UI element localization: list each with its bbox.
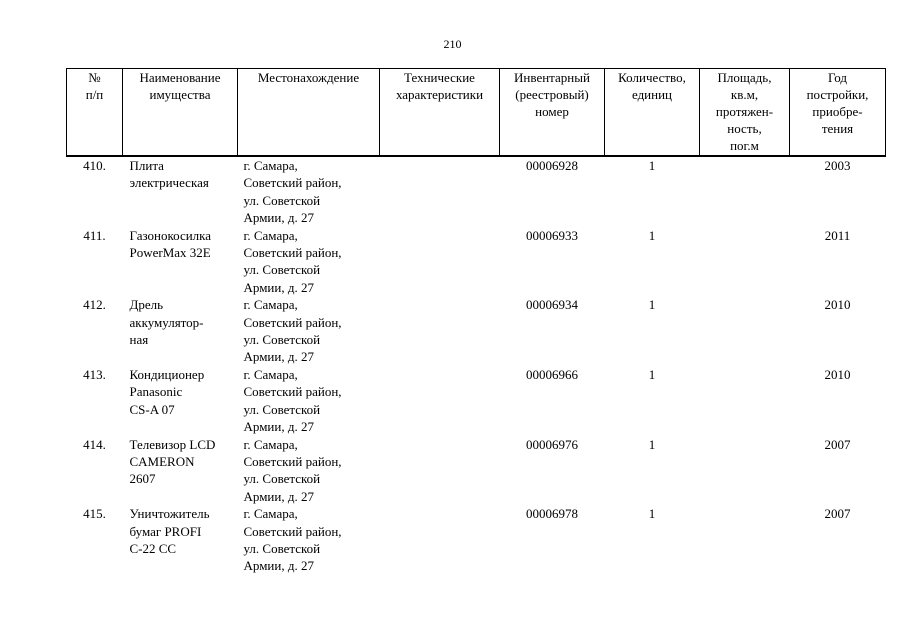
- item-name: Плита электрическая: [129, 158, 209, 191]
- row-number: 414.: [83, 436, 106, 452]
- item-inventory-number: 00006978: [526, 506, 578, 522]
- item-quantity: 1: [648, 506, 656, 522]
- item-tech-specs: [380, 366, 500, 436]
- table-row: [67, 296, 886, 366]
- table-row: [67, 505, 886, 575]
- header-quantity: Количество, единиц: [605, 69, 700, 157]
- item-tech-specs: [380, 436, 500, 506]
- item-name: Уничтожитель бумаг PROFI C-22 CC: [129, 506, 210, 556]
- item-tech-specs: [380, 227, 500, 297]
- item-area: [700, 505, 790, 575]
- item-area: [700, 156, 790, 227]
- item-year: 2010: [824, 366, 851, 382]
- item-name: Газонокосилка PowerMax 32E: [129, 227, 212, 261]
- item-inventory-number: 00006928: [526, 158, 578, 173]
- item-inventory-number: 00006976: [526, 436, 578, 452]
- item-inventory-number: 00006966: [526, 366, 578, 382]
- item-location: г. Самара, Советский район, ул. Советской Армии, д. 27: [243, 366, 342, 435]
- table-row: [67, 366, 886, 436]
- item-location: г. Самара, Советский район, ул. Советской Армии, д. 27: [243, 158, 342, 226]
- item-year: 2003: [824, 158, 851, 173]
- item-tech-specs: [380, 156, 500, 227]
- header-location: Местонахождение: [238, 69, 380, 157]
- item-year: 2011: [824, 227, 851, 243]
- item-location: г. Самара, Советский район, ул. Советской Армии, д. 27: [243, 506, 342, 574]
- property-registry-table: [66, 68, 886, 575]
- item-tech-specs: [380, 505, 500, 575]
- item-area: [700, 366, 790, 436]
- table-row: [67, 227, 886, 297]
- item-year: 2007: [824, 506, 851, 522]
- item-name: Телевизор LCD CAMERON 2607: [129, 436, 216, 487]
- item-quantity: 1: [648, 436, 656, 452]
- header-year: Год постройки, приобре- тения: [790, 69, 886, 157]
- item-area: [700, 436, 790, 506]
- item-location: г. Самара, Советский район, ул. Советской Армии, д. 27: [243, 436, 342, 504]
- item-area: [700, 296, 790, 366]
- item-inventory-number: 00006934: [526, 297, 578, 313]
- item-inventory-number: 00006933: [526, 227, 578, 243]
- item-location: г. Самара, Советский район, ул. Советской Армии, д. 27: [243, 227, 342, 295]
- table-header-row: [67, 69, 886, 157]
- header-name: Наименование имущества: [123, 69, 238, 157]
- header-num: № п/п: [67, 69, 123, 157]
- item-year: 2007: [824, 436, 851, 452]
- row-number: 412.: [83, 297, 106, 313]
- item-quantity: 1: [648, 297, 656, 313]
- item-tech-specs: [380, 296, 500, 366]
- item-name: Кондиционер Panasonic CS-A 07: [129, 366, 205, 417]
- item-area: [700, 227, 790, 297]
- item-quantity: 1: [648, 158, 656, 173]
- table-row: [67, 156, 886, 227]
- row-number: 411.: [83, 227, 106, 243]
- row-number: 410.: [83, 158, 106, 173]
- header-inventory: Инвентарный (реестровый) номер: [500, 69, 605, 157]
- row-number: 415.: [83, 506, 106, 522]
- header-area: Площадь, кв.м, протяжен- ность, пог.м: [700, 69, 790, 157]
- table-row: [67, 436, 886, 506]
- page-number: 210: [443, 37, 462, 51]
- item-quantity: 1: [648, 227, 656, 243]
- item-location: г. Самара, Советский район, ул. Советской Армии, д. 27: [243, 297, 342, 365]
- item-quantity: 1: [648, 366, 656, 382]
- row-number: 413.: [83, 366, 106, 382]
- header-tech: Технические характеристики: [380, 69, 500, 157]
- item-name: Дрель аккумулятор- ная: [129, 297, 204, 348]
- item-year: 2010: [824, 297, 851, 313]
